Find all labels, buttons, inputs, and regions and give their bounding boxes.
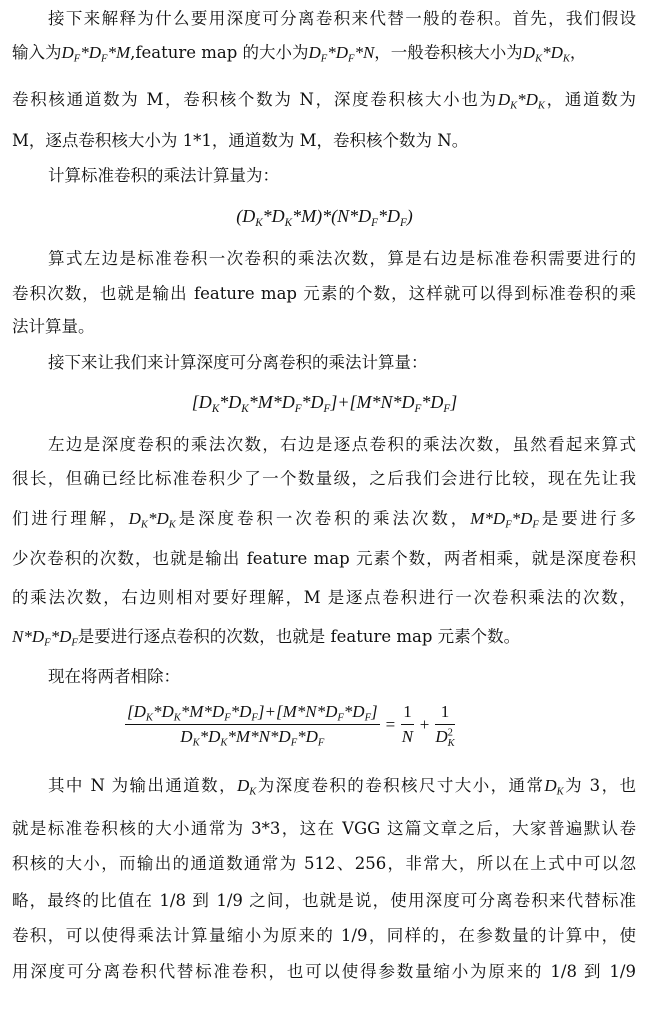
paragraph-line: 算式左边是标准卷积一次卷积的乘法次数，算是右边是标准卷积需要进行的 [48, 249, 636, 268]
paragraph-line: 的乘法次数，右边则相对要好理解，M 是逐点卷积进行一次卷积乘法的次数， [12, 588, 636, 607]
formula-dw-conv: $[D_K*D_K*M*D_F*D_F]+[M*N*D_F*D_F]$ [191, 392, 458, 415]
paragraph-line: 接下来解释为什么要用深度可分离卷积来代替一般的卷积。首先，我们假设 [48, 9, 636, 28]
math-dk-2: $D_K$ [544, 776, 564, 798]
math-fmap-size: $D_F*D_F*N$ [308, 43, 375, 65]
ratio-fraction: $\frac{[D_K*D_K*M*D_F*D_F]+[M*N*D_F*D_F]}{D_K*D_K*M*N*D_F*D_F}$ [127, 702, 378, 749]
math-dk-dk: $D_K*D_K$ [128, 509, 176, 531]
math-kernel-size: $D_K*D_K$ [522, 43, 570, 65]
paragraph-line: 卷积核通道数为 M，卷积核个数为 N，深度卷积核大小也为$D_K*D_K$，通道数为 [12, 90, 637, 112]
formula-ratio: $\frac{[D_K*D_K*M*D_F*D_F]+[M*N*D_F*D_F]}{D_K*D_K*M*N*D_F*D_F}$ = $\frac{1}{N}$ + $\frac{1}{D^2_K}$ [127, 702, 455, 749]
one-over-dk2: $\frac{1}{D^2_K}$ [435, 702, 455, 749]
one-over-n: $\frac{1}{N}$ [401, 702, 414, 746]
paragraph-line: 略，最终的比值在 1/8 到 1/9 之间，也就是说，使用深度可分离卷积来代替标准 [12, 891, 636, 910]
paragraph-line: 左边是深度卷积的乘法次数，右边是逐点卷积的乘法次数，虽然看起来算式 [48, 435, 636, 454]
paragraph-line: 少次卷积的次数，也就是输出 feature map 元素个数，两者相乘，就是深度卷积 [12, 549, 636, 568]
paragraph-line: 接下来让我们来计算深度可分离卷积的乘法计算量： [48, 353, 428, 372]
paragraph-line: 用深度可分离卷积代替标准卷积，也可以使得参数量缩小为原来的 1/8 到 1/9 [12, 962, 636, 981]
paragraph-line: 就是标准卷积核的大小通常为 3*3，这在 VGG 这篇文章之后，大家普遍默认卷 [12, 819, 636, 838]
paragraph-line: 很长，但确已经比标准卷积少了一个数量级，之后我们会进行比较，现在先让我 [12, 469, 636, 488]
paragraph-line: 法计算量。 [12, 317, 95, 336]
math-input-size: $D_F*D_F*M$ [61, 43, 131, 65]
paragraph-line: 其中 N 为输出通道数，$D_K$为深度卷积的卷积核尺寸大小，通常$D_K$为 3，也 [48, 776, 637, 798]
paragraph-line: $N*D_F*D_F$是要进行逐点卷积的次数，也就是 feature map 元素个数。 [12, 627, 521, 649]
paragraph-line: 现在将两者相除： [48, 667, 180, 686]
paragraph-line: 输入为$D_F*D_F*M,feature$ map 的大小为$D_F*D_F*N$，一般卷积核大小为$D_K*D_K$， [12, 43, 587, 65]
math-m-df-df: $M*D_F*D_F$ [470, 509, 539, 531]
formula-standard-conv: $(D_K*D_K*M)*(N*D_F*D_F)$ [236, 206, 413, 229]
math-n-df-df: $N*D_F*D_F$ [12, 627, 78, 649]
math-dk: $D_K$ [237, 776, 257, 798]
paragraph-line: M，逐点卷积核大小为 1*1，通道数为 M，卷积核个数为 N。 [12, 131, 469, 150]
paragraph-line: 们进行理解，$D_K*D_K$是深度卷积一次卷积的乘法次数，$M*D_F*D_F$是要进行多 [12, 509, 637, 531]
paragraph-line: 积核的大小，而输出的通道数通常为 512、256，非常大，所以在上式中可以忽 [12, 854, 636, 873]
paragraph-line: 卷积次数，也就是输出 feature map 元素的个数，这样就可以得到标准卷积的乘 [12, 284, 636, 303]
paragraph-line: 计算标准卷积的乘法计算量为： [48, 166, 279, 185]
paragraph-line: 卷积，可以使得乘法计算量缩小为原来的 1/9，同样的，在参数量的计算中，使 [12, 926, 636, 945]
math-dw-kernel: $D_K*D_K$ [497, 90, 545, 112]
